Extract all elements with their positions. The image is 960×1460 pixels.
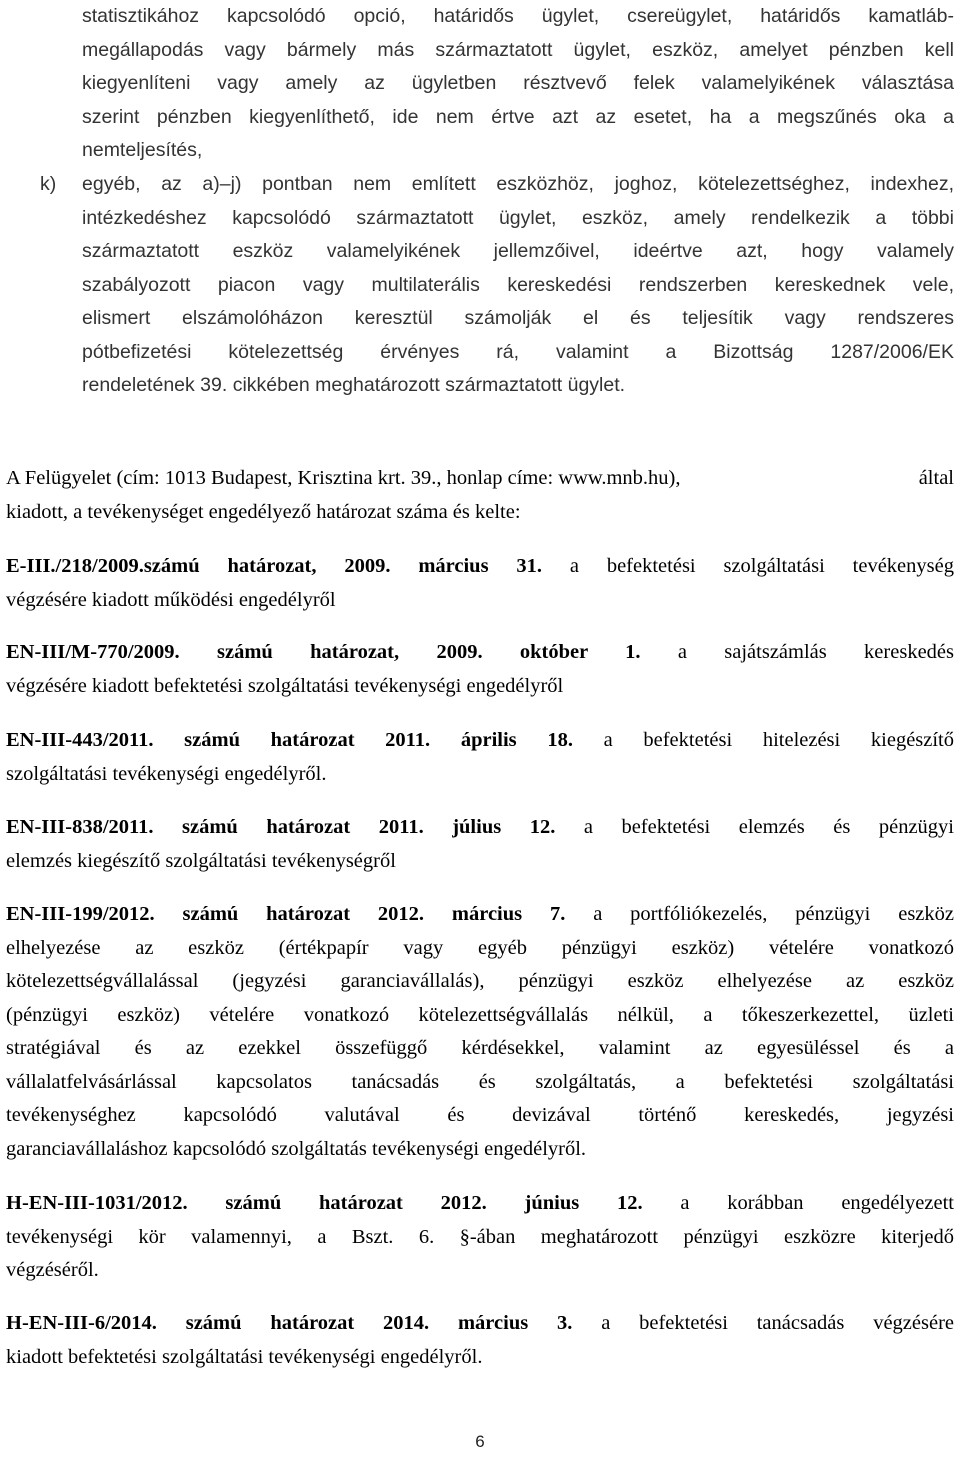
text-line: megállapodás vagy bármely más származtatott ügylet, eszköz, amelyet pénzben kell (82, 38, 954, 61)
authority-line-1 (6, 462, 954, 496)
decision-ref: EN-III-838/2011. számú határozat 2011. július 12. (6, 816, 556, 838)
decision-ref: EN-III-443/2011. számú határozat 2011. április 18. (6, 729, 573, 751)
text-line: végzésére kiadott befektetési szolgáltatási tevékenységi engedélyről (6, 674, 564, 697)
text-line: pótbefizetési kötelezettség érvényes rá, valamint a Bizottság 1287/2006/EK (82, 340, 954, 363)
decision-first-line (6, 636, 954, 670)
text-line: tevékenységi kör valamennyi, a Bszt. 6. §-ában meghatározott pénzügyi eszközre kiterjedő (6, 1225, 954, 1248)
decision-text: a portfóliókezelés, pénzügyi eszköz (565, 903, 954, 925)
decision-ref: E-III./218/2009.számú határozat, 2009. március 31. (6, 555, 543, 577)
text-line: végzésére kiadott működési engedélyről (6, 588, 336, 611)
decision-ref: EN-III/M-770/2009. számú határozat, 2009. október 1. (6, 641, 641, 663)
decision-text: a befektetési hitelezési kiegészítő (572, 729, 954, 751)
decision-first-line (6, 550, 954, 584)
authority-paragraph (6, 462, 954, 529)
text-line: stratégiával és az ezekkel összefüggő kérdésekkel, valamint az egyesüléssel és a (6, 1037, 954, 1059)
text-line: elemzés kiegészítő szolgáltatási tevékenységről (6, 849, 396, 872)
text-line: szolgáltatási tevékenységi engedélyről. (6, 762, 327, 785)
text-line: elhelyezése az eszköz (értékpapír vagy egyéb pénzügyi eszköz) vételére vonatkozó (6, 936, 954, 959)
text-line: garanciavállaláshoz kapcsolódó szolgáltatás tevékenységi engedélyről. (6, 1137, 587, 1160)
text-line: statisztikához kapcsolódó opció, határidős ügylet, csereügylet, határidős kamatláb- (82, 5, 954, 27)
decision-6 (6, 1307, 954, 1374)
decision-2 (6, 724, 954, 791)
page-number: 6 (475, 1432, 485, 1451)
decision-ref: H-EN-III-6/2014. számú határozat 2014. március 3. (6, 1312, 573, 1334)
text-line: kötelezettségvállalással (jegyzési garanciavállalás), pénzügyi eszköz elhelyezése az eszköz (6, 970, 954, 992)
decision-text: a befektetési elemzés és pénzügyi (555, 816, 954, 838)
decision-4 (6, 898, 954, 1166)
text-line: végzéséről. (6, 1259, 99, 1281)
list-item-k (82, 168, 954, 403)
text-line: (pénzügyi eszköz) vételére vonatkozó kötelezettségvállalás nélkül, a tőkeszerkezettel, üzleti (6, 1003, 954, 1026)
text-line: elismert elszámolóházon keresztül számolják el és teljesítik vagy rendszeres (82, 307, 954, 329)
list-item-label: k) (40, 173, 57, 195)
continuation-paragraph (82, 0, 954, 168)
decision-first-line (6, 1307, 954, 1341)
decision-first-line (6, 724, 954, 758)
text-line: nemteljesítés, (82, 139, 203, 161)
decision-1 (6, 636, 954, 703)
decision-text: a sajátszámlás kereskedés (640, 641, 954, 663)
decision-first-line (6, 898, 954, 932)
decision-ref: EN-III-199/2012. számú határozat 2012. március 7. (6, 903, 566, 925)
text-line: szerint pénzben kiegyenlíthető, ide nem értve azt az esetet, ha a megszűnés oka a (82, 105, 954, 128)
decision-text: a befektetési tanácsadás végzésére (572, 1312, 954, 1334)
authority-line-2: kiadott, a tevékenységet engedélyező határozat száma és kelte: (6, 500, 521, 523)
text-line: tevékenységhez kapcsolódó valutával és devizával történő kereskedés, jegyzési (6, 1104, 954, 1126)
decision-5 (6, 1187, 954, 1288)
decision-ref: H-EN-III-1031/2012. számú határozat 2012. június 12. (6, 1192, 643, 1214)
decision-3 (6, 811, 954, 878)
decision-0 (6, 550, 954, 617)
text-line: kiegyenlíteni vagy amely az ügyletben résztvevő felek valamelyikének választása (82, 72, 954, 94)
authority-text: A Felügyelet (cím: 1013 Budapest, Krisztina krt. 39., honlap címe: www.mnb.hu), (6, 467, 681, 489)
authority-text-tail: által (918, 467, 954, 489)
text-line: vállalatfelvásárlással kapcsolatos tanácsadás és szolgáltatás, a befektetési szolgáltatási (6, 1070, 954, 1093)
decision-first-line (6, 811, 954, 845)
text-line: intézkedéshez kapcsolódó származtatott ügylet, eszköz, amely rendelkezik a többi (82, 206, 954, 229)
text-line: rendeletének 39. cikkében meghatározott származtatott ügylet. (82, 374, 626, 396)
text-line: szabályozott piacon vagy multilaterális kereskedési rendszerben kereskednek vele, (82, 273, 954, 296)
decision-text: a befektetési szolgáltatási tevékenység (542, 555, 954, 577)
text-line: egyéb, az a)–j) pontban nem említett eszközhöz, joghoz, kötelezettséghez, indexhez, (82, 173, 954, 195)
text-line: származtatott eszköz valamelyikének jellemzőivel, ideértve azt, hogy valamely (82, 240, 954, 262)
decision-text: a korábban engedélyezett (642, 1192, 954, 1214)
decision-first-line (6, 1187, 954, 1221)
text-line: kiadott befektetési szolgáltatási tevékenységi engedélyről. (6, 1345, 483, 1368)
